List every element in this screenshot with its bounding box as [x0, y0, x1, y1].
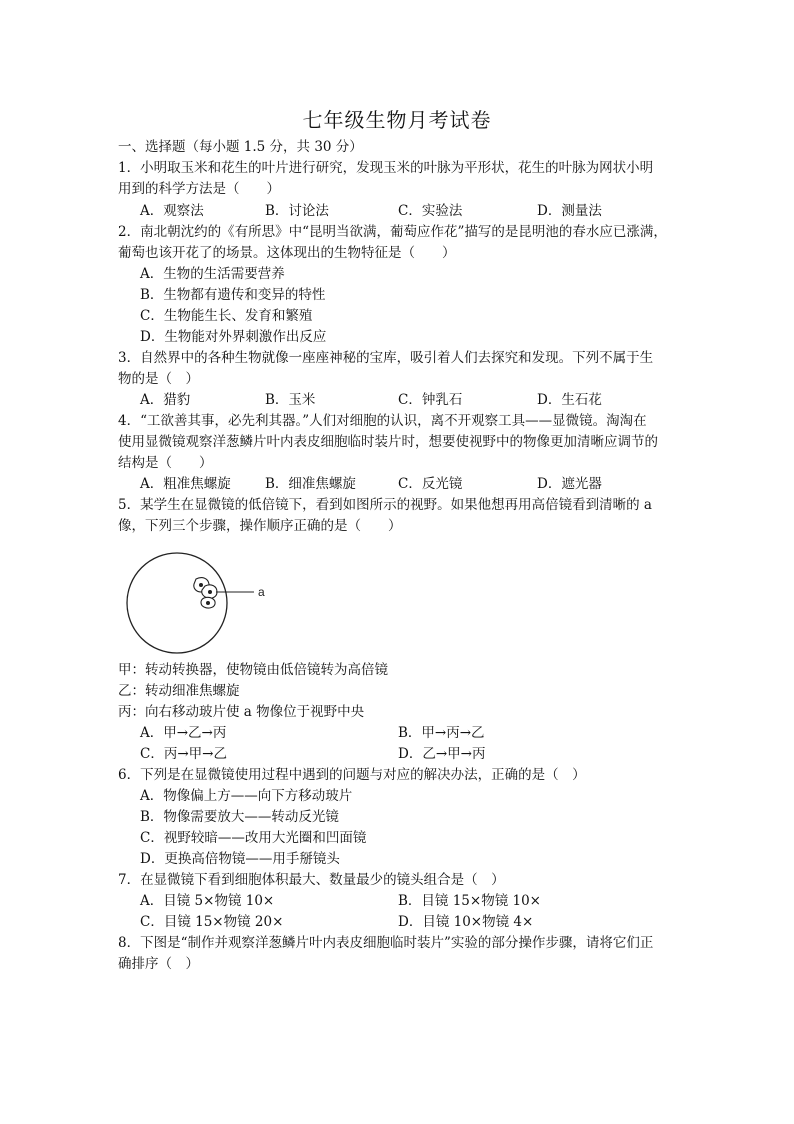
q5-option-d: D．乙→甲→丙 — [398, 746, 486, 762]
q5-option-a: A．甲→乙→丙 — [140, 725, 227, 741]
q2-option-d: D．生物能对外界刺激作出反应 — [140, 329, 327, 345]
section-heading: 一、选择题（每小题 1.5 分，共 30 分） — [118, 139, 363, 155]
q2-option-b: B．生物都有遗传和变异的特性 — [140, 287, 326, 303]
q3-option-a: A．猎豹 — [140, 392, 191, 408]
question-4-text-cont2: 结构是（ ） — [118, 455, 213, 471]
question-2-text-cont: 葡萄也该开花了的场景。这体现出的生物特征是（ ） — [118, 245, 456, 261]
q3-option-d: D．生石花 — [537, 392, 602, 408]
question-7-text: 7．在显微镜下看到细胞体积最大、数量最少的镜头组合是（ ） — [118, 872, 505, 888]
q6-option-d: D．更换高倍物镜——用手掰镜头 — [140, 851, 340, 867]
q5-option-b: B．甲→丙→乙 — [398, 725, 485, 741]
q5-step-jia: 甲：转动转换器，使物镜由低倍镜转为高倍镜 — [118, 662, 388, 678]
figure-label-a: a — [258, 585, 265, 599]
q6-option-b: B．物像需要放大——转动反光镜 — [140, 809, 339, 825]
q5-step-yi: 乙：转动细准焦螺旋 — [118, 683, 240, 699]
question-3-text-cont: 物的是（ ） — [118, 371, 199, 387]
q3-option-c: C．钟乳石 — [398, 392, 463, 408]
q4-option-b: B．细准焦螺旋 — [265, 476, 356, 492]
cell-nucleus-1 — [199, 583, 203, 587]
q6-option-a: A．物像偏上方——向下方移动玻片 — [140, 788, 353, 804]
microscope-field-figure — [122, 546, 282, 662]
q1-option-a: A．观察法 — [140, 203, 204, 219]
cell-nucleus-3 — [206, 601, 210, 605]
q4-option-d: D．遮光器 — [537, 476, 602, 492]
question-2-text: 2．南北朝沈约的《有所思》中“昆明当欲满，葡萄应作花”描写的是昆明池的春水应已涨满， — [118, 224, 667, 240]
q1-option-c: C．实验法 — [398, 203, 463, 219]
q4-option-c: C．反光镜 — [398, 476, 463, 492]
question-4-text: 4．“工欲善其事，必先利其器。”人们对细胞的认识，离不开观察工具——显微镜。淘淘在 — [118, 413, 647, 429]
q5-option-c: C．丙→甲→乙 — [140, 746, 227, 762]
question-8-text: 8．下图是“制作并观察洋葱鳞片叶内表皮细胞临时装片”实验的部分操作步骤，请将它们正 — [118, 935, 654, 951]
q1-option-d: D．测量法 — [537, 203, 602, 219]
q7-option-c: C．目镜 15×物镜 20× — [140, 914, 284, 930]
question-3-text: 3．自然界中的各种生物就像一座座神秘的宝库，吸引着人们去探究和发现。下列不属于生 — [118, 350, 654, 366]
q1-option-b: B．讨论法 — [265, 203, 329, 219]
page-title: 七年级生物月考试卷 — [302, 108, 492, 132]
q2-option-a: A．生物的生活需要营养 — [140, 266, 285, 282]
q7-option-b: B．目镜 15×物镜 10× — [398, 893, 541, 909]
q2-option-c: C．生物能生长、发育和繁殖 — [140, 308, 313, 324]
field-of-view-diagram — [122, 546, 282, 662]
question-1-text-cont: 用到的科学方法是（ ） — [118, 181, 280, 197]
question-5-text-cont: 像，下列三个步骤，操作顺序正确的是（ ） — [118, 518, 402, 534]
cell-nucleus-2 — [208, 590, 212, 594]
question-5-text: 5．某学生在显微镜的低倍镜下，看到如图所示的视野。如果他想再用高倍镜看到清晰的 a — [118, 497, 652, 513]
q5-step-bing: 丙：向右移动玻片使 a 物像位于视野中央 — [118, 704, 365, 720]
q3-option-b: B．玉米 — [265, 392, 316, 408]
q6-option-c: C．视野较暗——改用大光圈和凹面镜 — [140, 830, 367, 846]
question-8-text-cont: 确排序（ ） — [118, 956, 199, 972]
q7-option-a: A．目镜 5×物镜 10× — [140, 893, 275, 909]
question-6-text: 6．下列是在显微镜使用过程中遇到的问题与对应的解决办法，正确的是（ ） — [118, 767, 586, 783]
q4-option-a: A．粗准焦螺旋 — [140, 476, 231, 492]
question-4-text-cont: 使用显微镜观察洋葱鳞片叶内表皮细胞临时装片时，想要使视野中的物像更加清晰应调节的 — [118, 434, 658, 450]
q7-option-d: D．目镜 10×物镜 4× — [398, 914, 534, 930]
question-1-text: 1．小明取玉米和花生的叶片进行研究，发现玉米的叶脉为平形状，花生的叶脉为网状小明 — [118, 160, 654, 176]
